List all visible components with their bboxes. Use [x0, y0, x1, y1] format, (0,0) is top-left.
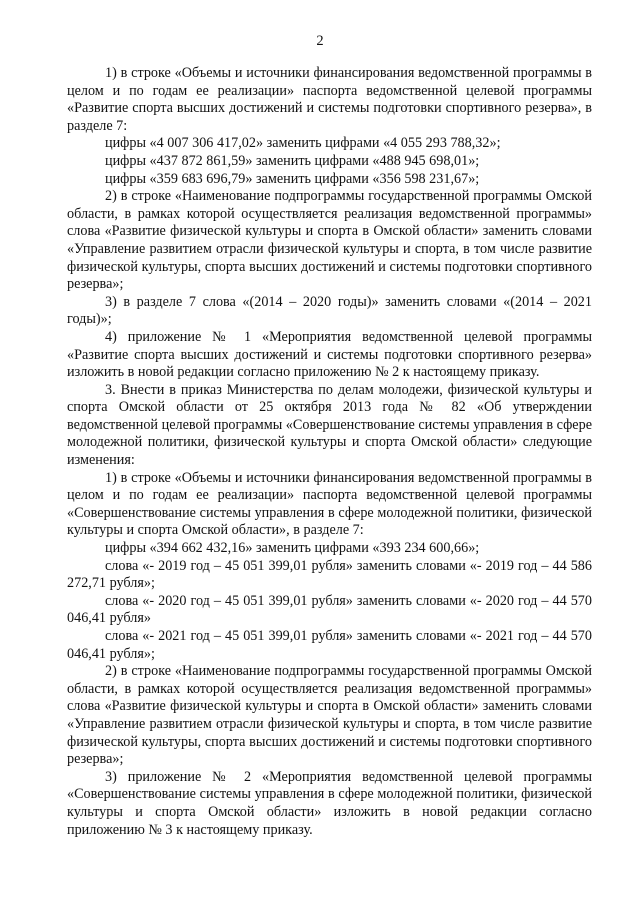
- paragraph: 1) в строке «Объемы и источники финансирования ведомственной программы в целом и по годам ее реализации» паспорта ведомственной целевой программы «Развитие спорта высших достижений и системы подготовки спортивного резерва», в разделе 7:: [67, 65, 592, 134]
- paragraph: 3) приложение № 2 «Мероприятия ведомственной целевой программы «Совершенствование системы управления в сфере молодежной политики, физической культуры и спорта Омской области» изложить в новой редакции согласно приложению № 3 к настоящему приказу.: [67, 768, 592, 838]
- document-body: [67, 65, 592, 839]
- paragraph: 4) приложение № 1 «Мероприятия ведомственной целевой программы «Развитие спорта высших достижений и системы подготовки спортивного резерва» изложить в новой редакции согласно приложению № 2 к настоящему приказу.: [67, 328, 592, 381]
- paragraph: слова «- 2019 год – 45 051 399,01 рубля» заменить словами «- 2019 год – 44 586 272,71 рубля»;: [67, 557, 592, 592]
- paragraph: слова «- 2020 год – 45 051 399,01 рубля» заменить словами «- 2020 год – 44 570 046,41 рубля»: [67, 592, 592, 627]
- paragraph: цифры «4 007 306 417,02» заменить цифрами «4 055 293 788,32»;: [105, 135, 501, 152]
- paragraph: слова «- 2021 год – 45 051 399,01 рубля» заменить словами «- 2021 год – 44 570 046,41 рубля»;: [67, 628, 592, 662]
- paragraph: 2) в строке «Наименование подпрограммы государственной программы Омской области, в рамках которой осуществляется реализация ведомственной программы» слова «Развитие физической культуры и спорта в Омской области» заменить словами «Управление развитием отрасли физической культуры и спорта, в том числе развитие физической культуры, спорта высших достижений и системы подготовки спортивного резерва»;: [67, 663, 592, 768]
- paragraph: 2) в строке «Наименование подпрограммы государственной программы Омской области, в рамках которой осуществляется реализация ведомственной программы» слова «Развитие физической культуры и спорта в Омской области» заменить словами «Управление развитием отрасли физической культуры и спорта, в том числе развитие физической культуры, спорта высших достижений и системы подготовки спортивного резерва»;: [67, 188, 592, 293]
- paragraph: 3. Внести в приказ Министерства по делам молодежи, физической культуры и спорта Омской области от 25 октября 2013 года № 82 «Об утверждении ведомственной целевой программы «Совершенствование системы управления в сфере молодежной политики, физической культуры и спорта Омской области» следующие изменения:: [67, 381, 592, 469]
- paragraph: цифры «437 872 861,59» заменить цифрами «488 945 698,01»;: [105, 152, 480, 169]
- paragraph: 3) в разделе 7 слова «(2014 – 2020 годы)» заменить словами «(2014 – 2021 годы)»;: [67, 293, 592, 328]
- paragraph: цифры «359 683 696,79» заменить цифрами «356 598 231,67»;: [105, 170, 480, 187]
- paragraph: 1) в строке «Объемы и источники финансирования ведомственной программы в целом и по годам ее реализации» паспорта ведомственной целевой программы «Совершенствование системы управления в сфере молодежной политики, физической культуры и спорта Омской области», в разделе 7:: [67, 469, 592, 539]
- paragraph: цифры «394 662 432,16» заменить цифрами «393 234 600,66»;: [105, 540, 480, 557]
- page-number: 2: [316, 33, 324, 49]
